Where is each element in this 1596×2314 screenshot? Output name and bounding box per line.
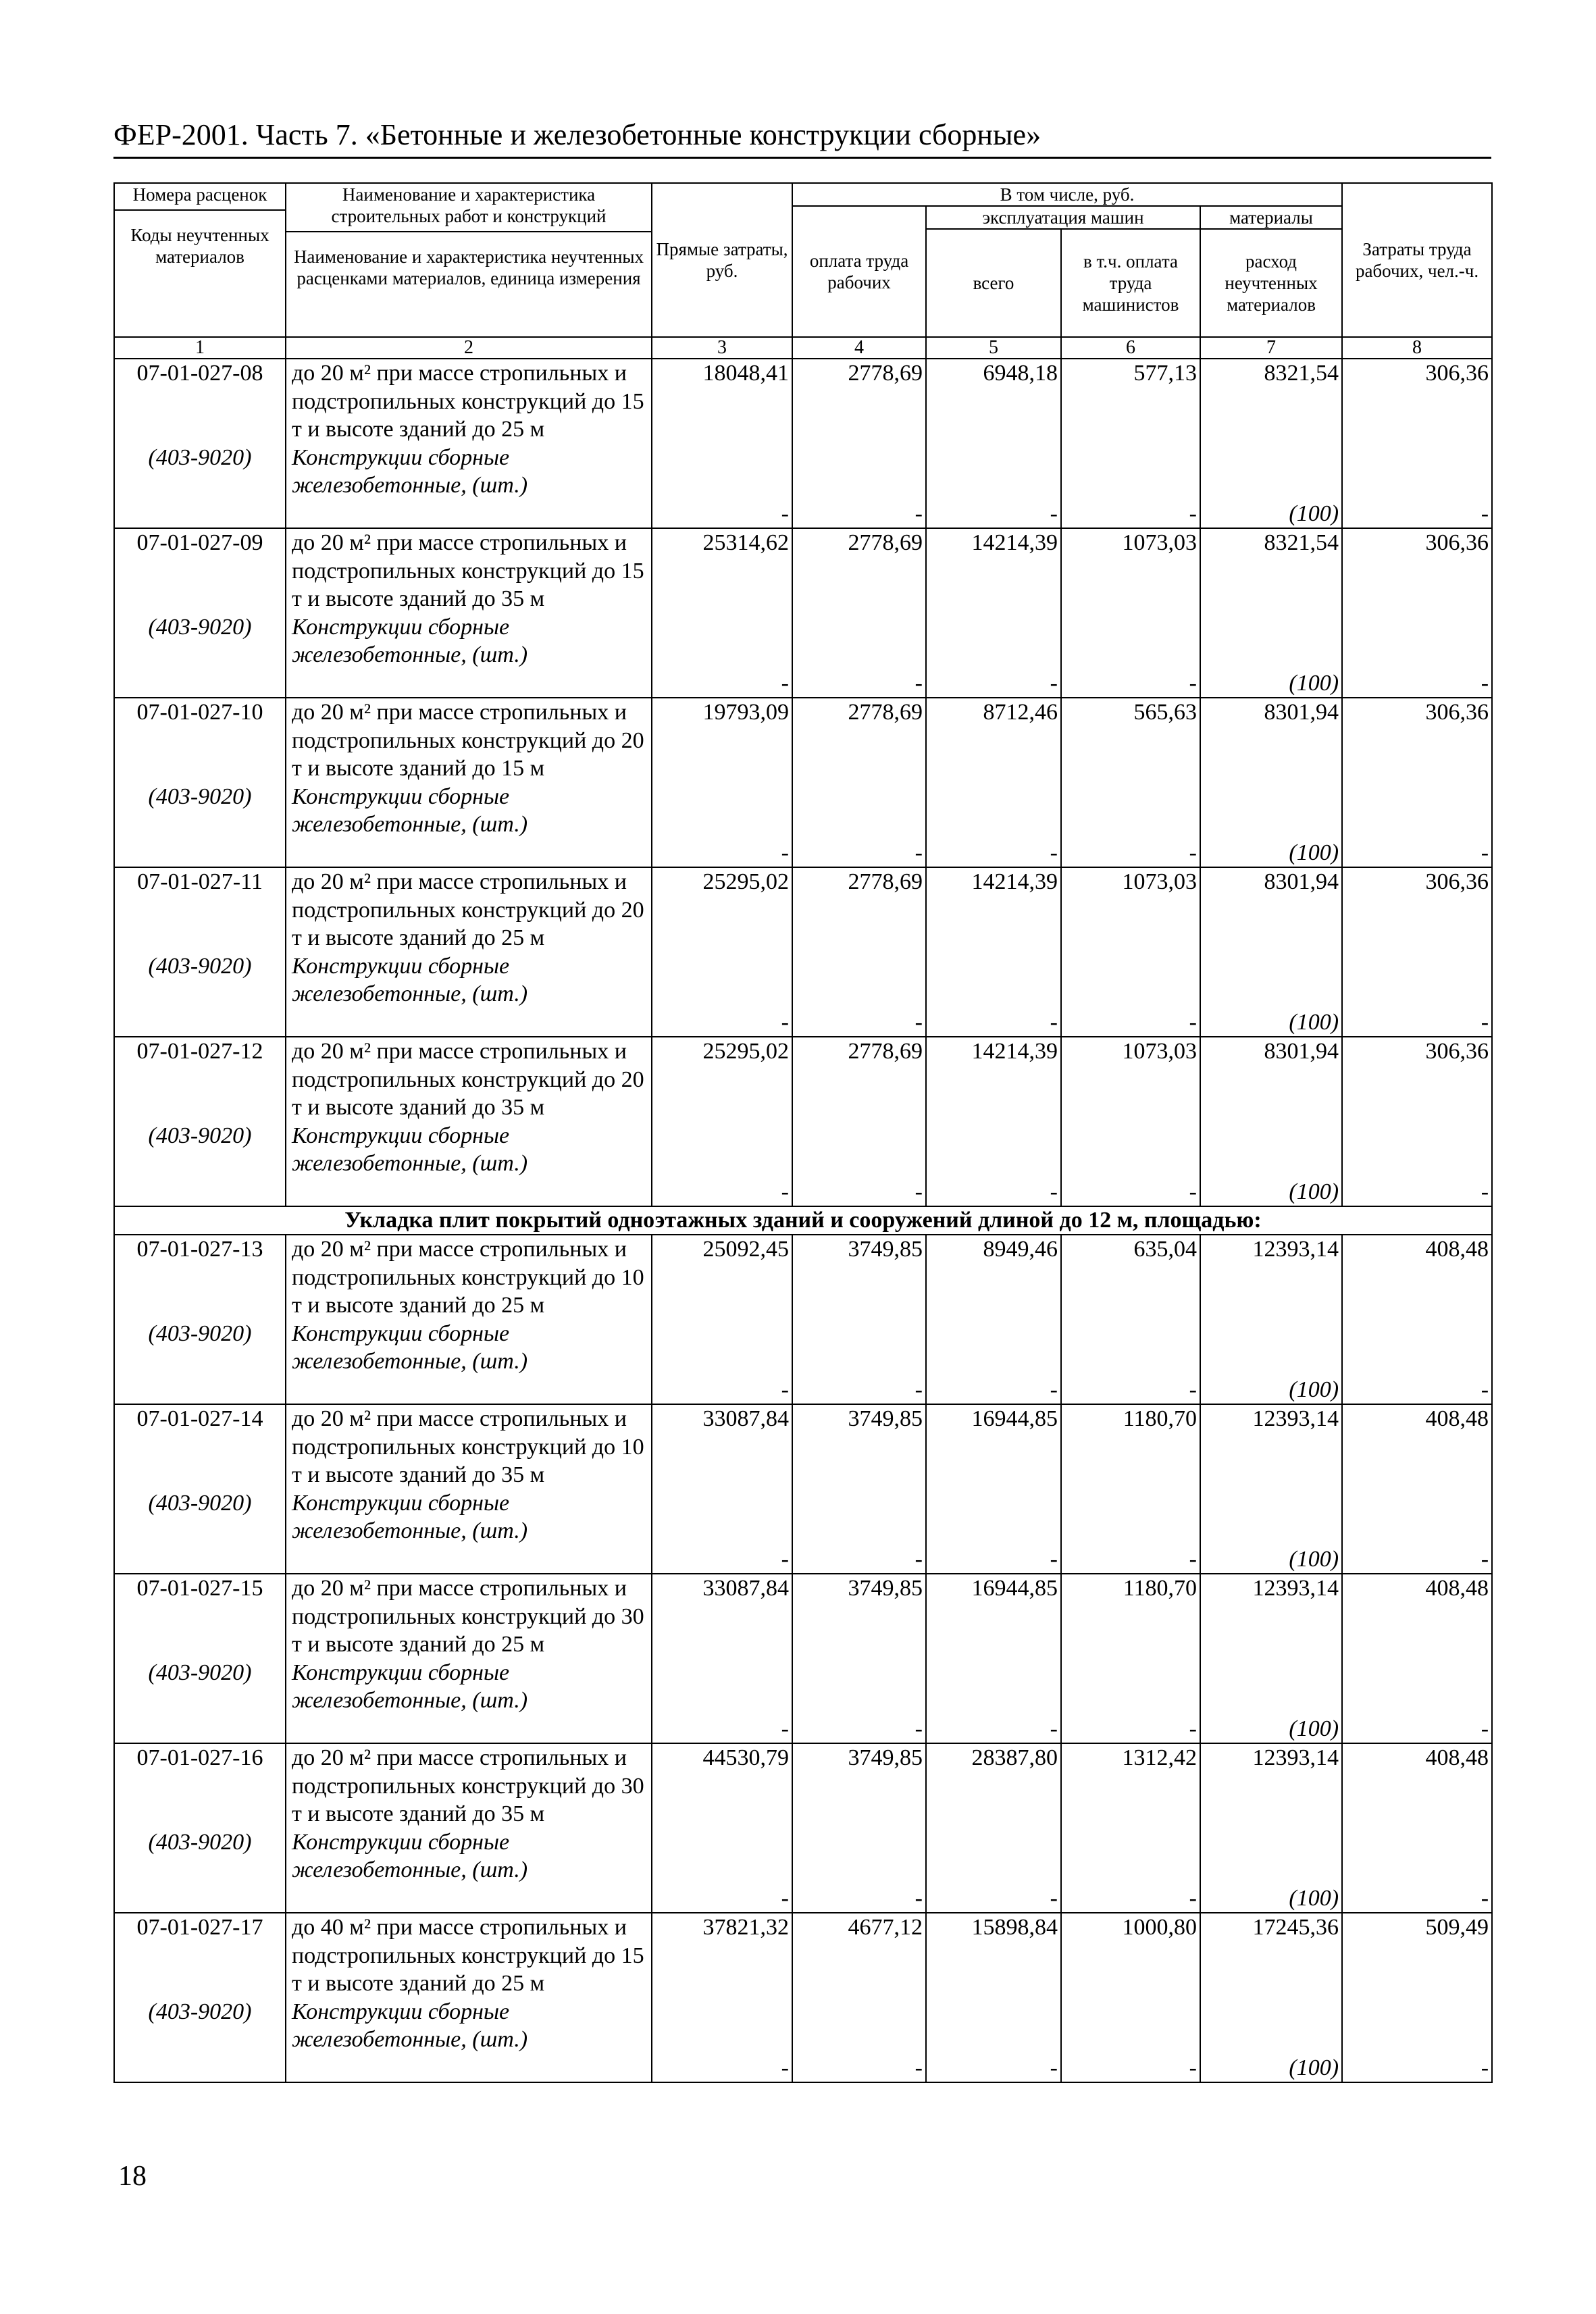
materials-sub: (100) <box>1289 500 1339 526</box>
labor-costs-value: 408,48 <box>1425 1406 1489 1431</box>
labor-pay-cell <box>792 1743 926 1913</box>
materials-value: 12393,14 <box>1252 1576 1339 1601</box>
materials-cell <box>1200 359 1342 528</box>
machines-labor-sub: - <box>1189 500 1197 526</box>
machines-labor-value: 1073,03 <box>1122 869 1197 894</box>
direct-costs-sub: - <box>781 840 789 865</box>
labor-pay-cell <box>792 1574 926 1743</box>
table-row <box>114 1235 1492 1404</box>
labor-costs-value: 306,36 <box>1425 869 1489 894</box>
labor-costs-cell <box>1342 1037 1492 1206</box>
work-description: до 20 м² при массе стропильных и подстропильных конструкций до 20 т и высоте зданий до 15 м <box>292 700 644 781</box>
rate-code: 07-01-027-09 <box>136 530 263 555</box>
machines-total-value: 14214,39 <box>971 869 1058 894</box>
machines-labor-sub: - <box>1189 840 1197 865</box>
materials-sub: (100) <box>1289 2055 1339 2080</box>
labor-pay-cell <box>792 698 926 867</box>
direct-costs-sub: - <box>781 500 789 526</box>
labor-costs-sub: - <box>1481 1546 1489 1572</box>
machines-total-cell <box>926 528 1061 698</box>
rates-table-wrapper <box>113 182 1491 2083</box>
materials-cell <box>1200 1743 1342 1913</box>
header-name-cell <box>286 183 652 337</box>
machines-total-value: 16944,85 <box>971 1576 1058 1601</box>
header-materials-use: расход неучтенных материалов <box>1200 229 1342 337</box>
labor-costs-value: 306,36 <box>1425 361 1489 386</box>
labor-costs-sub: - <box>1481 670 1489 696</box>
materials-sub: (100) <box>1289 670 1339 696</box>
description-cell <box>286 1235 652 1404</box>
material-code: (403-9020) <box>148 444 252 470</box>
machines-total-value: 8949,46 <box>983 1237 1058 1262</box>
machines-labor-cell <box>1061 1404 1200 1574</box>
labor-costs-sub: - <box>1481 1885 1489 1911</box>
machines-total-cell <box>926 1235 1061 1404</box>
rate-code: 07-01-027-13 <box>136 1237 263 1262</box>
material-code: (403-9020) <box>148 1829 252 1855</box>
materials-sub: (100) <box>1289 1716 1339 1741</box>
labor-costs-sub: - <box>1481 840 1489 865</box>
machines-total-value: 14214,39 <box>971 530 1058 555</box>
machines-total-sub: - <box>1050 1179 1058 1204</box>
rate-code-cell <box>114 359 286 528</box>
direct-costs-cell <box>652 867 792 1037</box>
machines-labor-cell <box>1061 1235 1200 1404</box>
column-number: 4 <box>792 337 926 359</box>
machines-labor-value: 1180,70 <box>1123 1406 1197 1431</box>
direct-costs-sub: - <box>781 1179 789 1204</box>
header-code-top: Номера расценок <box>115 184 285 211</box>
labor-costs-sub: - <box>1481 2055 1489 2080</box>
table-row <box>114 1913 1492 2082</box>
labor-pay-sub: - <box>915 1716 923 1741</box>
description-cell <box>286 867 652 1037</box>
machines-labor-value: 577,13 <box>1133 361 1197 386</box>
labor-pay-value: 2778,69 <box>848 361 923 386</box>
header-machines-group: эксплуатация машин <box>926 206 1200 229</box>
material-description: Конструкции сборные железобетонные, (шт.) <box>292 1999 528 2052</box>
direct-costs-cell <box>652 1743 792 1913</box>
direct-costs-sub: - <box>781 670 789 696</box>
materials-value: 8301,94 <box>1264 700 1339 725</box>
table-row <box>114 867 1492 1037</box>
labor-costs-cell <box>1342 698 1492 867</box>
labor-pay-sub: - <box>915 1009 923 1035</box>
labor-costs-value: 306,36 <box>1425 530 1489 555</box>
description-cell <box>286 1037 652 1206</box>
header-labor-costs: Затраты труда рабочих, чел.-ч. <box>1342 183 1492 337</box>
table-header <box>114 183 1492 359</box>
work-description: до 20 м² при массе стропильных и подстропильных конструкций до 20 т и высоте зданий до 35 м <box>292 1039 644 1120</box>
direct-costs-value: 25295,02 <box>702 1039 789 1064</box>
labor-costs-cell <box>1342 1574 1492 1743</box>
rate-code: 07-01-027-08 <box>136 361 263 386</box>
table-row <box>114 1743 1492 1913</box>
machines-total-sub: - <box>1050 1716 1058 1741</box>
machines-total-sub: - <box>1050 1885 1058 1911</box>
direct-costs-value: 25314,62 <box>702 530 789 555</box>
machines-labor-cell <box>1061 1743 1200 1913</box>
material-description: Конструкции сборные железобетонные, (шт.) <box>292 953 528 1006</box>
material-code: (403-9020) <box>148 614 252 640</box>
column-number-row <box>114 337 1492 359</box>
labor-pay-cell <box>792 1037 926 1206</box>
material-code: (403-9020) <box>148 1320 252 1346</box>
section-title: Укладка плит покрытий одноэтажных зданий и сооружений длиной до 12 м, площадью: <box>114 1206 1492 1235</box>
rate-code-cell <box>114 1037 286 1206</box>
machines-labor-value: 1000,80 <box>1122 1915 1197 1940</box>
labor-costs-value: 408,48 <box>1425 1745 1489 1770</box>
direct-costs-value: 25295,02 <box>702 869 789 894</box>
rate-code-cell <box>114 1743 286 1913</box>
labor-pay-sub: - <box>915 500 923 526</box>
machines-total-sub: - <box>1050 2055 1058 2080</box>
labor-pay-sub: - <box>915 1377 923 1402</box>
column-number: 1 <box>114 337 286 359</box>
machines-labor-sub: - <box>1189 1377 1197 1402</box>
machines-labor-value: 1312,42 <box>1122 1745 1197 1770</box>
machines-total-sub: - <box>1050 1546 1058 1572</box>
direct-costs-value: 19793,09 <box>702 700 789 725</box>
machines-labor-cell <box>1061 359 1200 528</box>
materials-sub: (100) <box>1289 1009 1339 1035</box>
labor-pay-cell <box>792 867 926 1037</box>
labor-pay-value: 3749,85 <box>848 1576 923 1601</box>
machines-labor-cell <box>1061 1037 1200 1206</box>
direct-costs-value: 44530,79 <box>702 1745 789 1770</box>
rate-code: 07-01-027-15 <box>136 1576 263 1601</box>
materials-cell <box>1200 1037 1342 1206</box>
machines-total-value: 15898,84 <box>971 1915 1058 1940</box>
labor-costs-sub: - <box>1481 1377 1489 1402</box>
labor-pay-value: 2778,69 <box>848 700 923 725</box>
rate-code-cell <box>114 698 286 867</box>
materials-sub: (100) <box>1289 1179 1339 1204</box>
direct-costs-cell <box>652 1235 792 1404</box>
header-name-bottom: Наименование и характеристика неучтенных расценками материалов, единица измерения <box>293 247 644 288</box>
machines-labor-sub: - <box>1189 1179 1197 1204</box>
material-description: Конструкции сборные железобетонные, (шт.) <box>292 1320 528 1374</box>
rates-table <box>113 182 1493 2083</box>
labor-pay-value: 3749,85 <box>848 1745 923 1770</box>
labor-pay-sub: - <box>915 840 923 865</box>
direct-costs-sub: - <box>781 1009 789 1035</box>
column-number: 6 <box>1061 337 1200 359</box>
rate-code-cell <box>114 1235 286 1404</box>
description-cell <box>286 1913 652 2082</box>
direct-costs-value: 33087,84 <box>702 1406 789 1431</box>
header-code-bottom: Коды неучтенных материалов <box>130 225 269 267</box>
table-row <box>114 1037 1492 1206</box>
table-row <box>114 698 1492 867</box>
materials-cell <box>1200 1404 1342 1574</box>
machines-total-value: 8712,46 <box>983 700 1058 725</box>
work-description: до 20 м² при массе стропильных и подстропильных конструкций до 30 т и высоте зданий до 25 м <box>292 1576 644 1657</box>
materials-cell <box>1200 1913 1342 2082</box>
labor-costs-sub: - <box>1481 1716 1489 1741</box>
machines-labor-cell <box>1061 698 1200 867</box>
labor-costs-cell <box>1342 528 1492 698</box>
materials-sub: (100) <box>1289 1377 1339 1402</box>
materials-cell <box>1200 698 1342 867</box>
header-labor-pay: оплата труда рабочих <box>792 206 926 337</box>
machines-labor-value: 565,63 <box>1133 700 1197 725</box>
machines-labor-sub: - <box>1189 1009 1197 1035</box>
material-description: Конструкции сборные железобетонные, (шт.) <box>292 1490 528 1543</box>
machines-total-sub: - <box>1050 1377 1058 1402</box>
labor-costs-sub: - <box>1481 1009 1489 1035</box>
material-code: (403-9020) <box>148 1999 252 2024</box>
direct-costs-value: 18048,41 <box>702 361 789 386</box>
labor-pay-value: 4677,12 <box>848 1915 923 1940</box>
labor-pay-sub: - <box>915 670 923 696</box>
materials-sub: (100) <box>1289 1885 1339 1911</box>
header-machines-total: всего <box>926 229 1061 337</box>
description-cell <box>286 359 652 528</box>
header-code-cell <box>114 183 286 337</box>
labor-pay-cell <box>792 359 926 528</box>
machines-total-sub: - <box>1050 1009 1058 1035</box>
table-row <box>114 528 1492 698</box>
work-description: до 20 м² при массе стропильных и подстропильных конструкций до 10 т и высоте зданий до 25 м <box>292 1237 644 1318</box>
direct-costs-cell <box>652 1404 792 1574</box>
rate-code: 07-01-027-16 <box>136 1745 263 1770</box>
machines-total-sub: - <box>1050 500 1058 526</box>
labor-pay-sub: - <box>915 1546 923 1572</box>
material-description: Конструкции сборные железобетонные, (шт.) <box>292 444 528 498</box>
machines-total-value: 28387,80 <box>971 1745 1058 1770</box>
machines-labor-cell <box>1061 1574 1200 1743</box>
direct-costs-cell <box>652 1913 792 2082</box>
labor-costs-cell <box>1342 1743 1492 1913</box>
materials-value: 12393,14 <box>1252 1406 1339 1431</box>
labor-costs-value: 509,49 <box>1425 1915 1489 1940</box>
work-description: до 20 м² при массе стропильных и подстропильных конструкций до 15 т и высоте зданий до 35 м <box>292 530 644 611</box>
table-row <box>114 1574 1492 1743</box>
labor-costs-value: 306,36 <box>1425 1039 1489 1064</box>
direct-costs-sub: - <box>781 1885 789 1911</box>
table-body-b <box>114 1235 1492 2082</box>
labor-costs-cell <box>1342 1404 1492 1574</box>
material-description: Конструкции сборные железобетонные, (шт.) <box>292 614 528 667</box>
machines-total-value: 14214,39 <box>971 1039 1058 1064</box>
rate-code-cell <box>114 1913 286 2082</box>
material-description: Конструкции сборные железобетонные, (шт.) <box>292 1829 528 1882</box>
description-cell <box>286 1404 652 1574</box>
work-description: до 20 м² при массе стропильных и подстропильных конструкций до 10 т и высоте зданий до 35 м <box>292 1406 644 1487</box>
labor-costs-value: 306,36 <box>1425 700 1489 725</box>
labor-costs-value: 408,48 <box>1425 1576 1489 1601</box>
machines-labor-value: 635,04 <box>1133 1237 1197 1262</box>
table-body-a <box>114 359 1492 1206</box>
labor-pay-cell <box>792 1404 926 1574</box>
machines-labor-cell <box>1061 867 1200 1037</box>
materials-value: 12393,14 <box>1252 1745 1339 1770</box>
rate-code: 07-01-027-12 <box>136 1039 263 1064</box>
machines-total-cell <box>926 1743 1061 1913</box>
header-incl-group: В том числе, руб. <box>792 183 1342 206</box>
description-cell <box>286 698 652 867</box>
header-materials-group: материалы <box>1200 206 1342 229</box>
material-description: Конструкции сборные железобетонные, (шт.) <box>292 1660 528 1713</box>
materials-value: 8301,94 <box>1264 869 1339 894</box>
header-direct-costs: Прямые затраты, руб. <box>652 183 792 337</box>
page-header: ФЕР-2001. Часть 7. «Бетонные и железобетонные конструкции сборные» <box>113 120 1491 159</box>
rate-code: 07-01-027-11 <box>137 869 263 894</box>
work-description: до 20 м² при массе стропильных и подстропильных конструкций до 30 т и высоте зданий до 35 м <box>292 1745 644 1826</box>
work-description: до 20 м² при массе стропильных и подстропильных конструкций до 15 т и высоте зданий до 25 м <box>292 361 644 442</box>
direct-costs-sub: - <box>781 1377 789 1402</box>
materials-cell <box>1200 528 1342 698</box>
materials-cell <box>1200 1574 1342 1743</box>
labor-costs-sub: - <box>1481 1179 1489 1204</box>
rate-code-cell <box>114 1404 286 1574</box>
materials-cell <box>1200 1235 1342 1404</box>
machines-labor-value: 1073,03 <box>1122 530 1197 555</box>
header-name-top: Наименование и характеристика строительных работ и конструкций <box>286 184 651 232</box>
machines-labor-sub: - <box>1189 2055 1197 2080</box>
machines-total-sub: - <box>1050 840 1058 865</box>
material-description: Конструкции сборные железобетонные, (шт.) <box>292 1123 528 1176</box>
machines-labor-value: 1073,03 <box>1122 1039 1197 1064</box>
machines-total-cell <box>926 359 1061 528</box>
materials-value: 8321,54 <box>1264 361 1339 386</box>
labor-costs-cell <box>1342 867 1492 1037</box>
labor-costs-cell <box>1342 359 1492 528</box>
column-number: 8 <box>1342 337 1492 359</box>
machines-labor-sub: - <box>1189 670 1197 696</box>
labor-costs-value: 408,48 <box>1425 1237 1489 1262</box>
labor-pay-value: 2778,69 <box>848 869 923 894</box>
labor-pay-value: 3749,85 <box>848 1406 923 1431</box>
materials-cell <box>1200 867 1342 1037</box>
direct-costs-value: 33087,84 <box>702 1576 789 1601</box>
machines-total-cell <box>926 1574 1061 1743</box>
machines-total-cell <box>926 1037 1061 1206</box>
labor-costs-sub: - <box>1481 500 1489 526</box>
labor-pay-cell <box>792 1913 926 2082</box>
machines-labor-cell <box>1061 528 1200 698</box>
machines-labor-cell <box>1061 1913 1200 2082</box>
section-body <box>114 1206 1492 1235</box>
material-code: (403-9020) <box>148 953 252 979</box>
direct-costs-sub: - <box>781 1716 789 1741</box>
material-code: (403-9020) <box>148 1490 252 1516</box>
description-cell <box>286 1574 652 1743</box>
rate-code: 07-01-027-17 <box>136 1915 263 1940</box>
work-description: до 20 м² при массе стропильных и подстропильных конструкций до 20 т и высоте зданий до 25 м <box>292 869 644 950</box>
column-number: 2 <box>286 337 652 359</box>
materials-value: 17245,36 <box>1252 1915 1339 1940</box>
column-number: 5 <box>926 337 1061 359</box>
materials-sub: (100) <box>1289 840 1339 865</box>
machines-labor-value: 1180,70 <box>1123 1576 1197 1601</box>
machines-total-cell <box>926 1913 1061 2082</box>
section-row <box>114 1206 1492 1235</box>
labor-costs-cell <box>1342 1235 1492 1404</box>
labor-costs-cell <box>1342 1913 1492 2082</box>
material-code: (403-9020) <box>148 1660 252 1685</box>
rate-code: 07-01-027-14 <box>136 1406 263 1431</box>
machines-labor-sub: - <box>1189 1885 1197 1911</box>
labor-pay-cell <box>792 528 926 698</box>
rate-code-cell <box>114 867 286 1037</box>
material-description: Конструкции сборные железобетонные, (шт.) <box>292 783 528 837</box>
work-description: до 40 м² при массе стропильных и подстропильных конструкций до 15 т и высоте зданий до 25 м <box>292 1915 644 1996</box>
machines-total-cell <box>926 1404 1061 1574</box>
table-row <box>114 359 1492 528</box>
labor-pay-sub: - <box>915 2055 923 2080</box>
material-code: (403-9020) <box>148 783 252 809</box>
machines-total-value: 16944,85 <box>971 1406 1058 1431</box>
materials-value: 8301,94 <box>1264 1039 1339 1064</box>
machines-labor-sub: - <box>1189 1716 1197 1741</box>
labor-pay-sub: - <box>915 1885 923 1911</box>
machines-total-sub: - <box>1050 670 1058 696</box>
header-machines-labor: в т.ч. оплата труда машинистов <box>1061 229 1200 337</box>
description-cell <box>286 528 652 698</box>
machines-total-cell <box>926 867 1061 1037</box>
rate-code-cell <box>114 528 286 698</box>
materials-sub: (100) <box>1289 1546 1339 1572</box>
direct-costs-cell <box>652 1037 792 1206</box>
materials-value: 8321,54 <box>1264 530 1339 555</box>
direct-costs-sub: - <box>781 2055 789 2080</box>
rate-code-cell <box>114 1574 286 1743</box>
labor-pay-value: 2778,69 <box>848 530 923 555</box>
direct-costs-cell <box>652 359 792 528</box>
machines-total-value: 6948,18 <box>983 361 1058 386</box>
direct-costs-cell <box>652 698 792 867</box>
machines-labor-sub: - <box>1189 1546 1197 1572</box>
rate-code: 07-01-027-10 <box>136 700 263 725</box>
table-row <box>114 1404 1492 1574</box>
description-cell <box>286 1743 652 1913</box>
labor-pay-value: 3749,85 <box>848 1237 923 1262</box>
column-number: 3 <box>652 337 792 359</box>
labor-pay-cell <box>792 1235 926 1404</box>
column-number: 7 <box>1200 337 1342 359</box>
page-number: 18 <box>118 2161 147 2192</box>
direct-costs-value: 25092,45 <box>702 1237 789 1262</box>
machines-total-cell <box>926 698 1061 867</box>
direct-costs-cell <box>652 528 792 698</box>
direct-costs-value: 37821,32 <box>702 1915 789 1940</box>
direct-costs-sub: - <box>781 1546 789 1572</box>
materials-value: 12393,14 <box>1252 1237 1339 1262</box>
material-code: (403-9020) <box>148 1123 252 1148</box>
direct-costs-cell <box>652 1574 792 1743</box>
labor-pay-sub: - <box>915 1179 923 1204</box>
labor-pay-value: 2778,69 <box>848 1039 923 1064</box>
